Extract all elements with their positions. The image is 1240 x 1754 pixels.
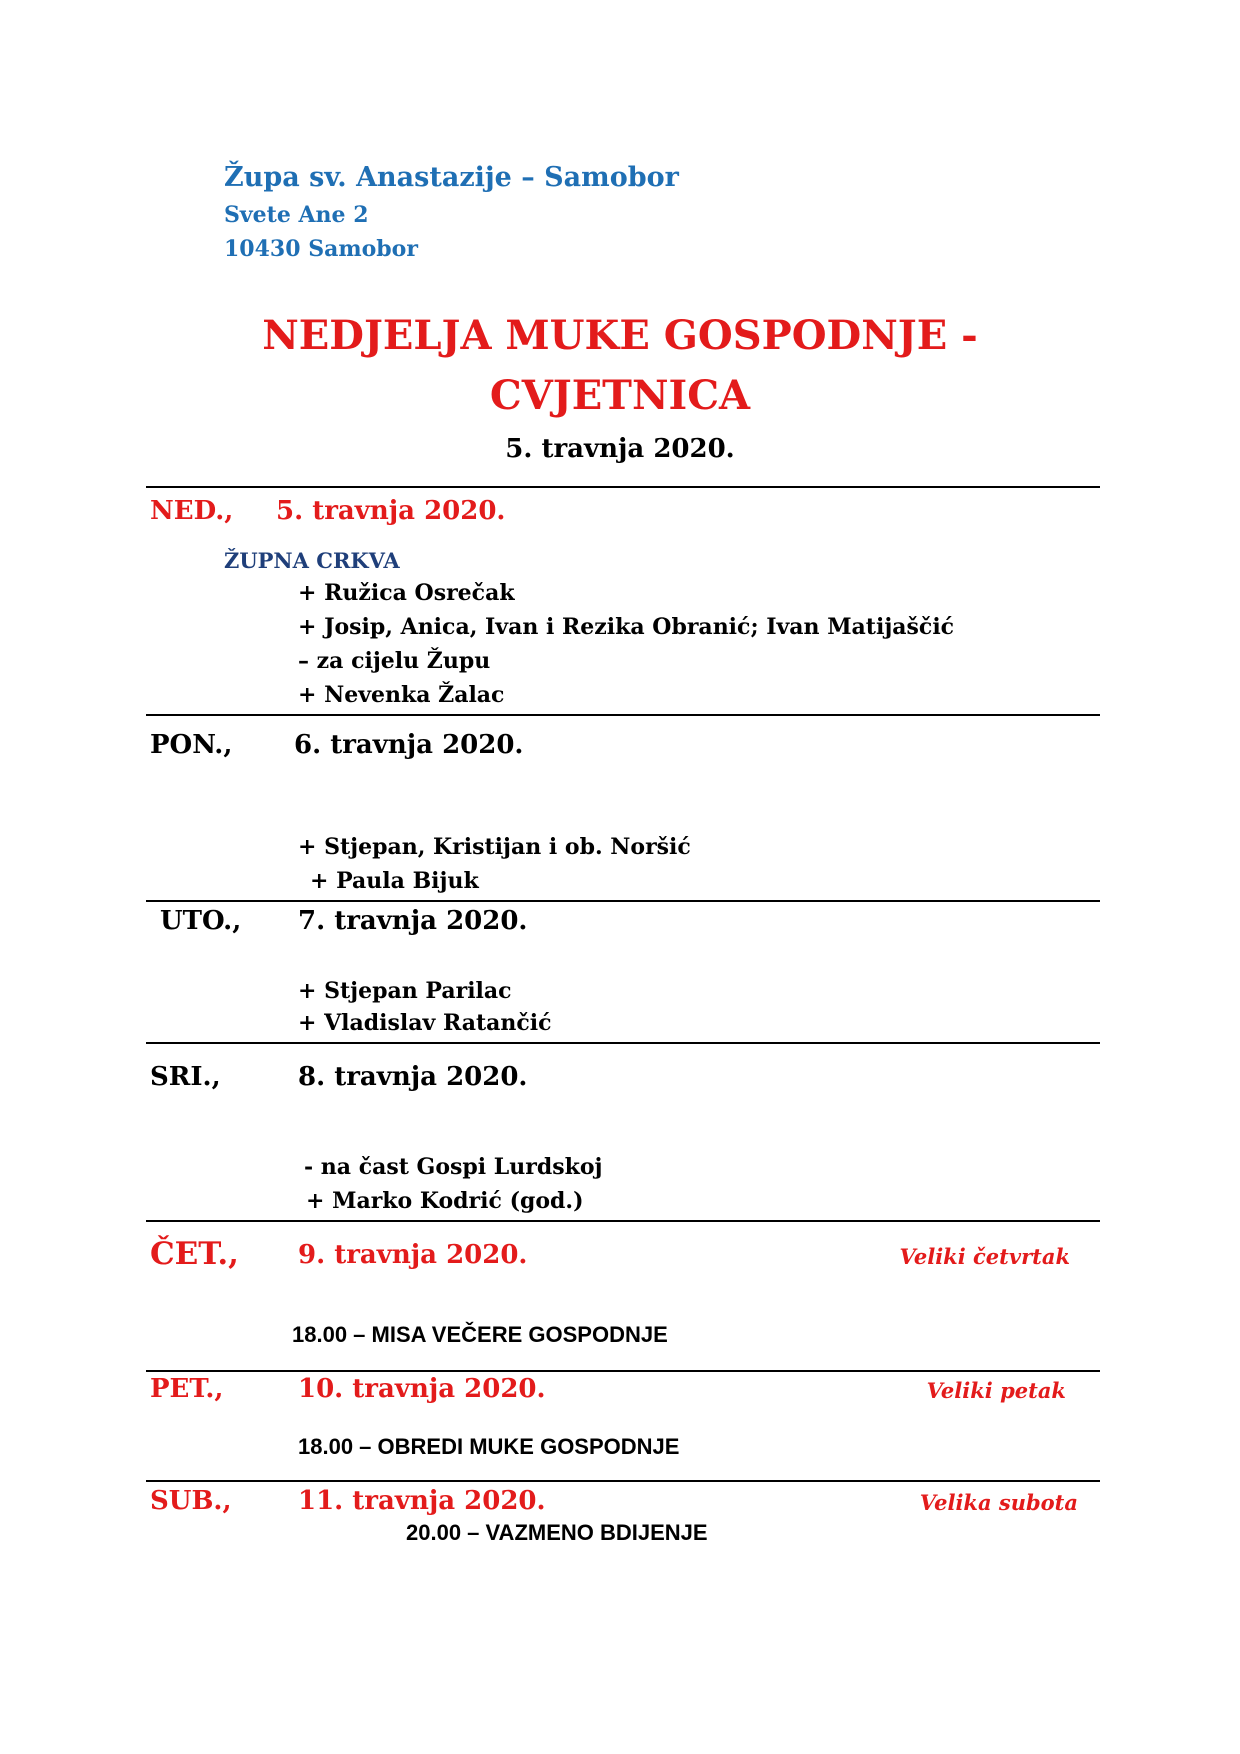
parish-city: 10430 Samobor — [224, 236, 418, 262]
divider — [146, 1370, 1100, 1372]
list-item: + Stjepan Parilac — [298, 978, 512, 1004]
list-item: + Stjepan, Kristijan i ob. Noršić — [298, 834, 691, 860]
service-item: 18.00 – OBREDI MUKE GOSPODNJE — [298, 1434, 680, 1459]
parish-name: Župa sv. Anastazije – Samobor — [224, 162, 679, 193]
day-date-pon: 6. travnja 2020. — [294, 730, 524, 760]
day-date-sub: 11. travnja 2020. — [298, 1486, 546, 1516]
page-subtitle-date: 5. travnja 2020. — [505, 434, 735, 464]
divider — [146, 486, 1100, 488]
day-date-uto: 7. travnja 2020. — [298, 906, 528, 936]
list-item: – za cijelu Župu — [298, 648, 491, 674]
list-item: - na čast Gospi Lurdskoj — [304, 1154, 603, 1180]
day-label-ned: NED., — [150, 496, 234, 526]
divider — [146, 1480, 1100, 1482]
list-item: + Ružica Osrečak — [298, 580, 515, 606]
liturgical-note: Veliki petak — [926, 1378, 1066, 1403]
day-label-pon: PON., — [150, 730, 233, 760]
page-title-line1: NEDJELJA MUKE GOSPODNJE - — [262, 312, 978, 359]
page-title-line2: CVJETNICA — [489, 372, 751, 419]
parish-street: Svete Ane 2 — [224, 202, 369, 228]
service-item: 18.00 – MISA VEČERE GOSPODNJE — [292, 1322, 668, 1347]
divider — [146, 900, 1100, 902]
day-date-ned: 5. travnja 2020. — [276, 496, 506, 526]
list-item: + Paula Bijuk — [310, 868, 479, 894]
place-label: ŽUPNA CRKVA — [224, 548, 400, 573]
day-label-cet: ČET., — [150, 1236, 239, 1272]
day-label-pet: PET., — [150, 1374, 224, 1404]
list-item: + Marko Kodrić (god.) — [306, 1188, 584, 1214]
day-label-sri: SRI., — [150, 1062, 221, 1092]
list-item: + Josip, Anica, Ivan i Rezika Obranić; Ivan Matijaščić — [298, 614, 955, 640]
list-item: + Vladislav Ratančić — [298, 1010, 552, 1036]
divider — [146, 714, 1100, 716]
divider — [146, 1220, 1100, 1222]
liturgical-note: Veliki četvrtak — [899, 1244, 1070, 1269]
liturgical-note: Velika subota — [919, 1490, 1078, 1515]
list-item: + Nevenka Žalac — [298, 682, 505, 708]
divider — [146, 1042, 1100, 1044]
day-label-sub: SUB., — [150, 1486, 232, 1516]
day-date-sri: 8. travnja 2020. — [298, 1062, 528, 1092]
day-label-uto: UTO., — [160, 906, 242, 936]
service-item: 20.00 – VAZMENO BDIJENJE — [406, 1520, 708, 1545]
day-date-cet: 9. travnja 2020. — [298, 1240, 528, 1270]
day-date-pet: 10. travnja 2020. — [298, 1374, 546, 1404]
